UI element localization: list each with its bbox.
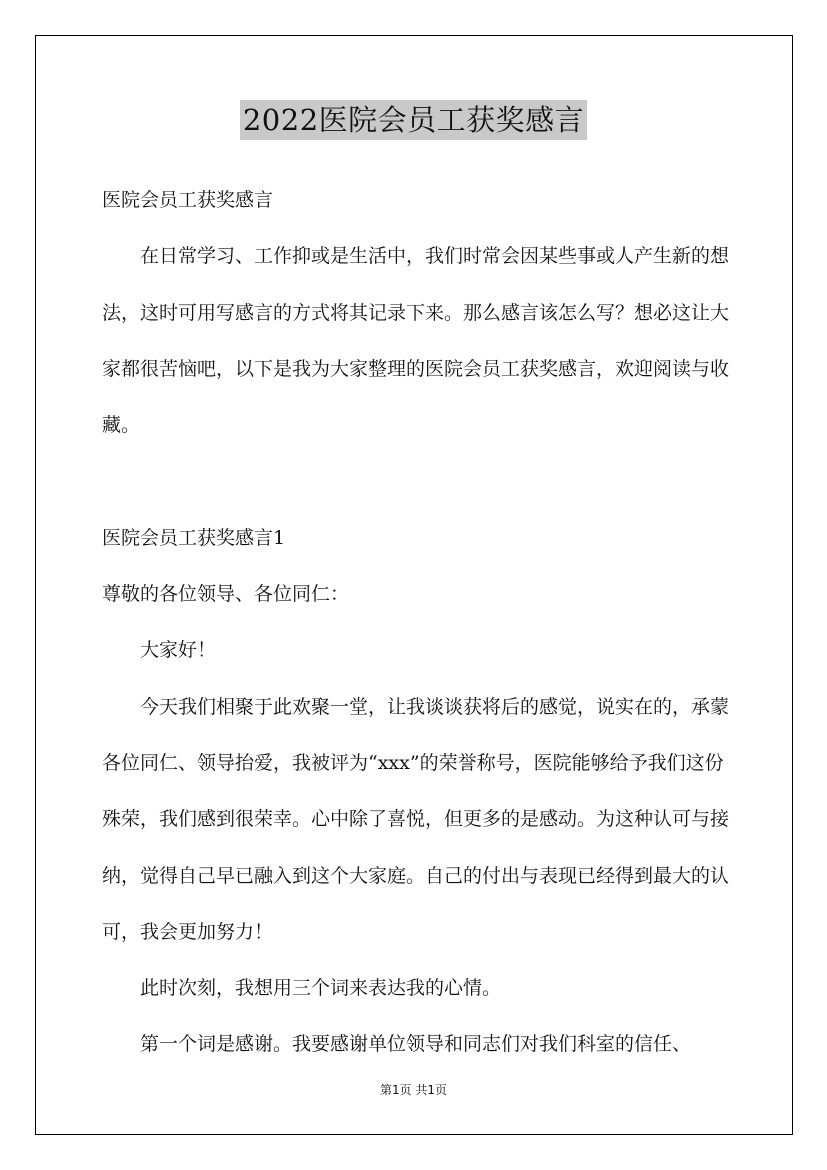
salutation: 尊敬的各位领导、各位同仁： bbox=[102, 583, 350, 606]
body-paragraph: 第一个词是感谢。我要感谢单位领导和同志们对我们科室的信任、 bbox=[140, 1033, 692, 1056]
section-heading: 医院会员工获奖感言1 bbox=[102, 526, 286, 549]
blank-line bbox=[102, 453, 742, 509]
document-body bbox=[102, 172, 742, 1073]
body-paragraph: 此时次刻，我想用三个词来表达我的心情。 bbox=[140, 977, 502, 1000]
subtitle-heading: 医院会员工获奖感言 bbox=[102, 189, 274, 211]
intro-paragraph: 在日常学习、工作抑或是生活中，我们时常会因某些事或人产生新的想法，这时可用写感言的方式将其记录下来。那么感言该怎么写？想必这让大家都很苦恼吧，以下是我为大家整理的医院会员工获奖感言，欢迎阅读与收藏。 bbox=[102, 245, 730, 437]
title-container bbox=[0, 100, 827, 140]
page-footer: 第1页 共1页 bbox=[379, 1083, 448, 1097]
body-paragraph: 今天我们相聚于此欢聚一堂，让我谈谈获将后的感觉，说实在的，承蒙各位同仁、领导抬爱，我被评为“xxx”的荣誉称号，医院能够给予我们这份殊荣，我们感到很荣幸。心中除了喜悦，但更多的是感动。为这种认可与接纳，觉得自己早已融入到这个大家庭。自己的付出与表现已经得到最大的认可，我会更加努力！ bbox=[102, 695, 730, 943]
document-title: 2022医院会员工获奖感言 bbox=[240, 100, 587, 140]
greeting: 大家好！ bbox=[140, 639, 217, 662]
